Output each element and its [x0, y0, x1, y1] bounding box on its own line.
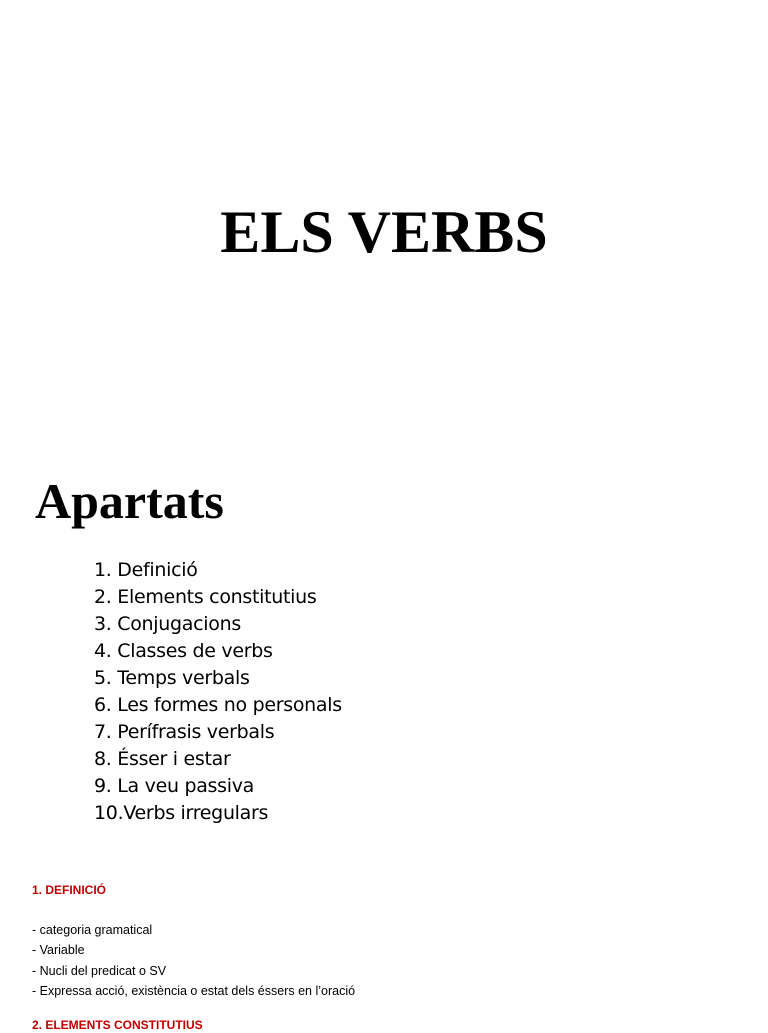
definition-heading: 1. DEFINICIÓ [32, 883, 107, 897]
definition-point: - Expressa acció, existència o estat dels éssers en l’oració [32, 983, 356, 998]
contents-item: 9. La veu passiva [94, 775, 255, 797]
contents-item: 10.Verbs irregulars [94, 802, 269, 824]
contents-item: 6. Les formes no personals [94, 694, 342, 716]
contents-item: 5. Temps verbals [94, 667, 250, 689]
contents-item: 1. Definició [94, 559, 198, 581]
contents-item: 8. Ésser i estar [94, 748, 231, 770]
contents-heading: Apartats [35, 473, 224, 529]
next-section-heading: 2. ELEMENTS CONSTITUTIUS [32, 1018, 203, 1032]
definition-points [32, 920, 355, 1001]
contents-item: 2. Elements constitutius [94, 586, 317, 608]
definition-point: - Variable [32, 943, 85, 958]
contents-item: 7. Perífrasis verbals [94, 721, 275, 743]
contents-item: 3. Conjugacions [94, 613, 241, 635]
contents-item: 4. Classes de verbs [94, 640, 273, 662]
definition-point: - categoria gramatical [32, 923, 153, 937]
contents-list [94, 557, 342, 827]
document-title: ELS VERBS [220, 199, 548, 265]
definition-point: - Nucli del predicat o SV [32, 963, 167, 978]
